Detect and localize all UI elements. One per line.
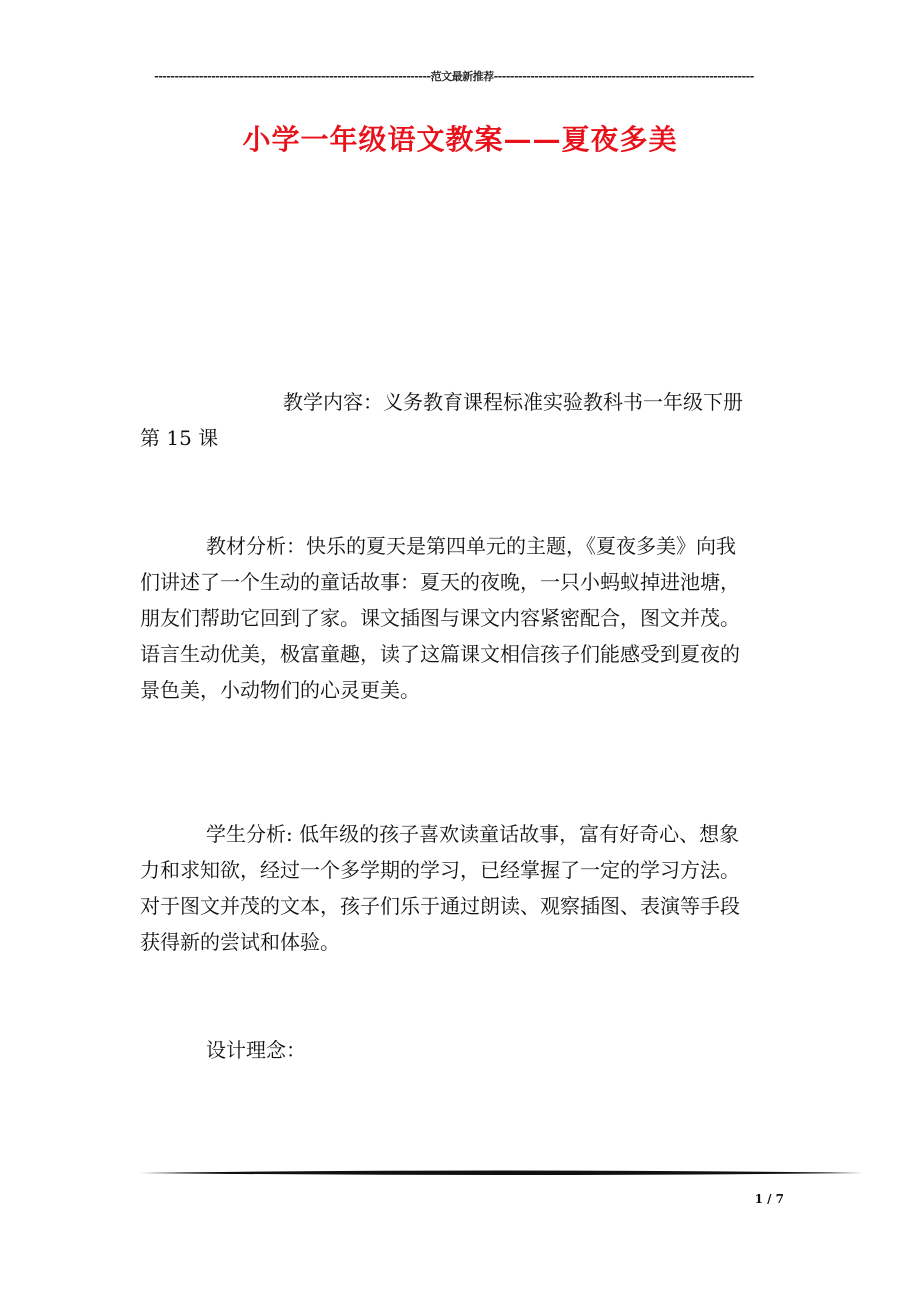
footer-rule: [140, 1168, 864, 1178]
paragraph-line: 教学内容：义务教育课程标准实验教科书一年级下册: [283, 390, 743, 414]
paragraph-student-analysis: [140, 816, 783, 960]
paragraph-line: 学生分析: 低年级的孩子喜欢读童话故事，富有好奇心、想象: [206, 822, 740, 846]
paragraph-line: 设计理念：: [206, 1038, 306, 1062]
paragraph-material-analysis: [140, 528, 783, 708]
paragraph-design-concept: [140, 1032, 783, 1068]
paragraph-line: 景色美，小动物们的心灵更美。: [140, 678, 420, 702]
page-number: 1 / 7: [754, 1192, 784, 1206]
paragraph-line: 语言生动优美，极富童趣，读了这篇课文相信孩子们能感受到夏夜的: [140, 642, 740, 666]
paragraph-line: 第 15 课: [140, 426, 219, 450]
header-rule: [140, 68, 768, 86]
header-label: --------------------------------------------------------------------范文最新推荐----------------------------------------------------------------: [154, 70, 754, 83]
paragraph-line: 获得新的尝试和体验。: [140, 930, 340, 954]
paragraph-teaching-content: [140, 384, 783, 456]
paragraph-line: 们讲述了一个生动的童话故事：夏天的夜晚，一只小蚂蚁掉进池塘，: [140, 570, 740, 594]
paragraph-line: 教材分析：快乐的夏天是第四单元的主题，《夏夜多美》向我: [206, 534, 736, 558]
document-title: 小学一年级语文教案——夏夜多美: [242, 123, 678, 156]
paragraph-line: 力和求知欲，经过一个多学期的学习，已经掌握了一定的学习方法。: [140, 858, 740, 882]
paragraph-line: 朋友们帮助它回到了家。课文插图与课文内容紧密配合，图文并茂。: [140, 606, 740, 630]
paragraph-line: 对于图文并茂的文本，孩子们乐于通过朗读、观察插图、表演等手段: [140, 894, 740, 918]
